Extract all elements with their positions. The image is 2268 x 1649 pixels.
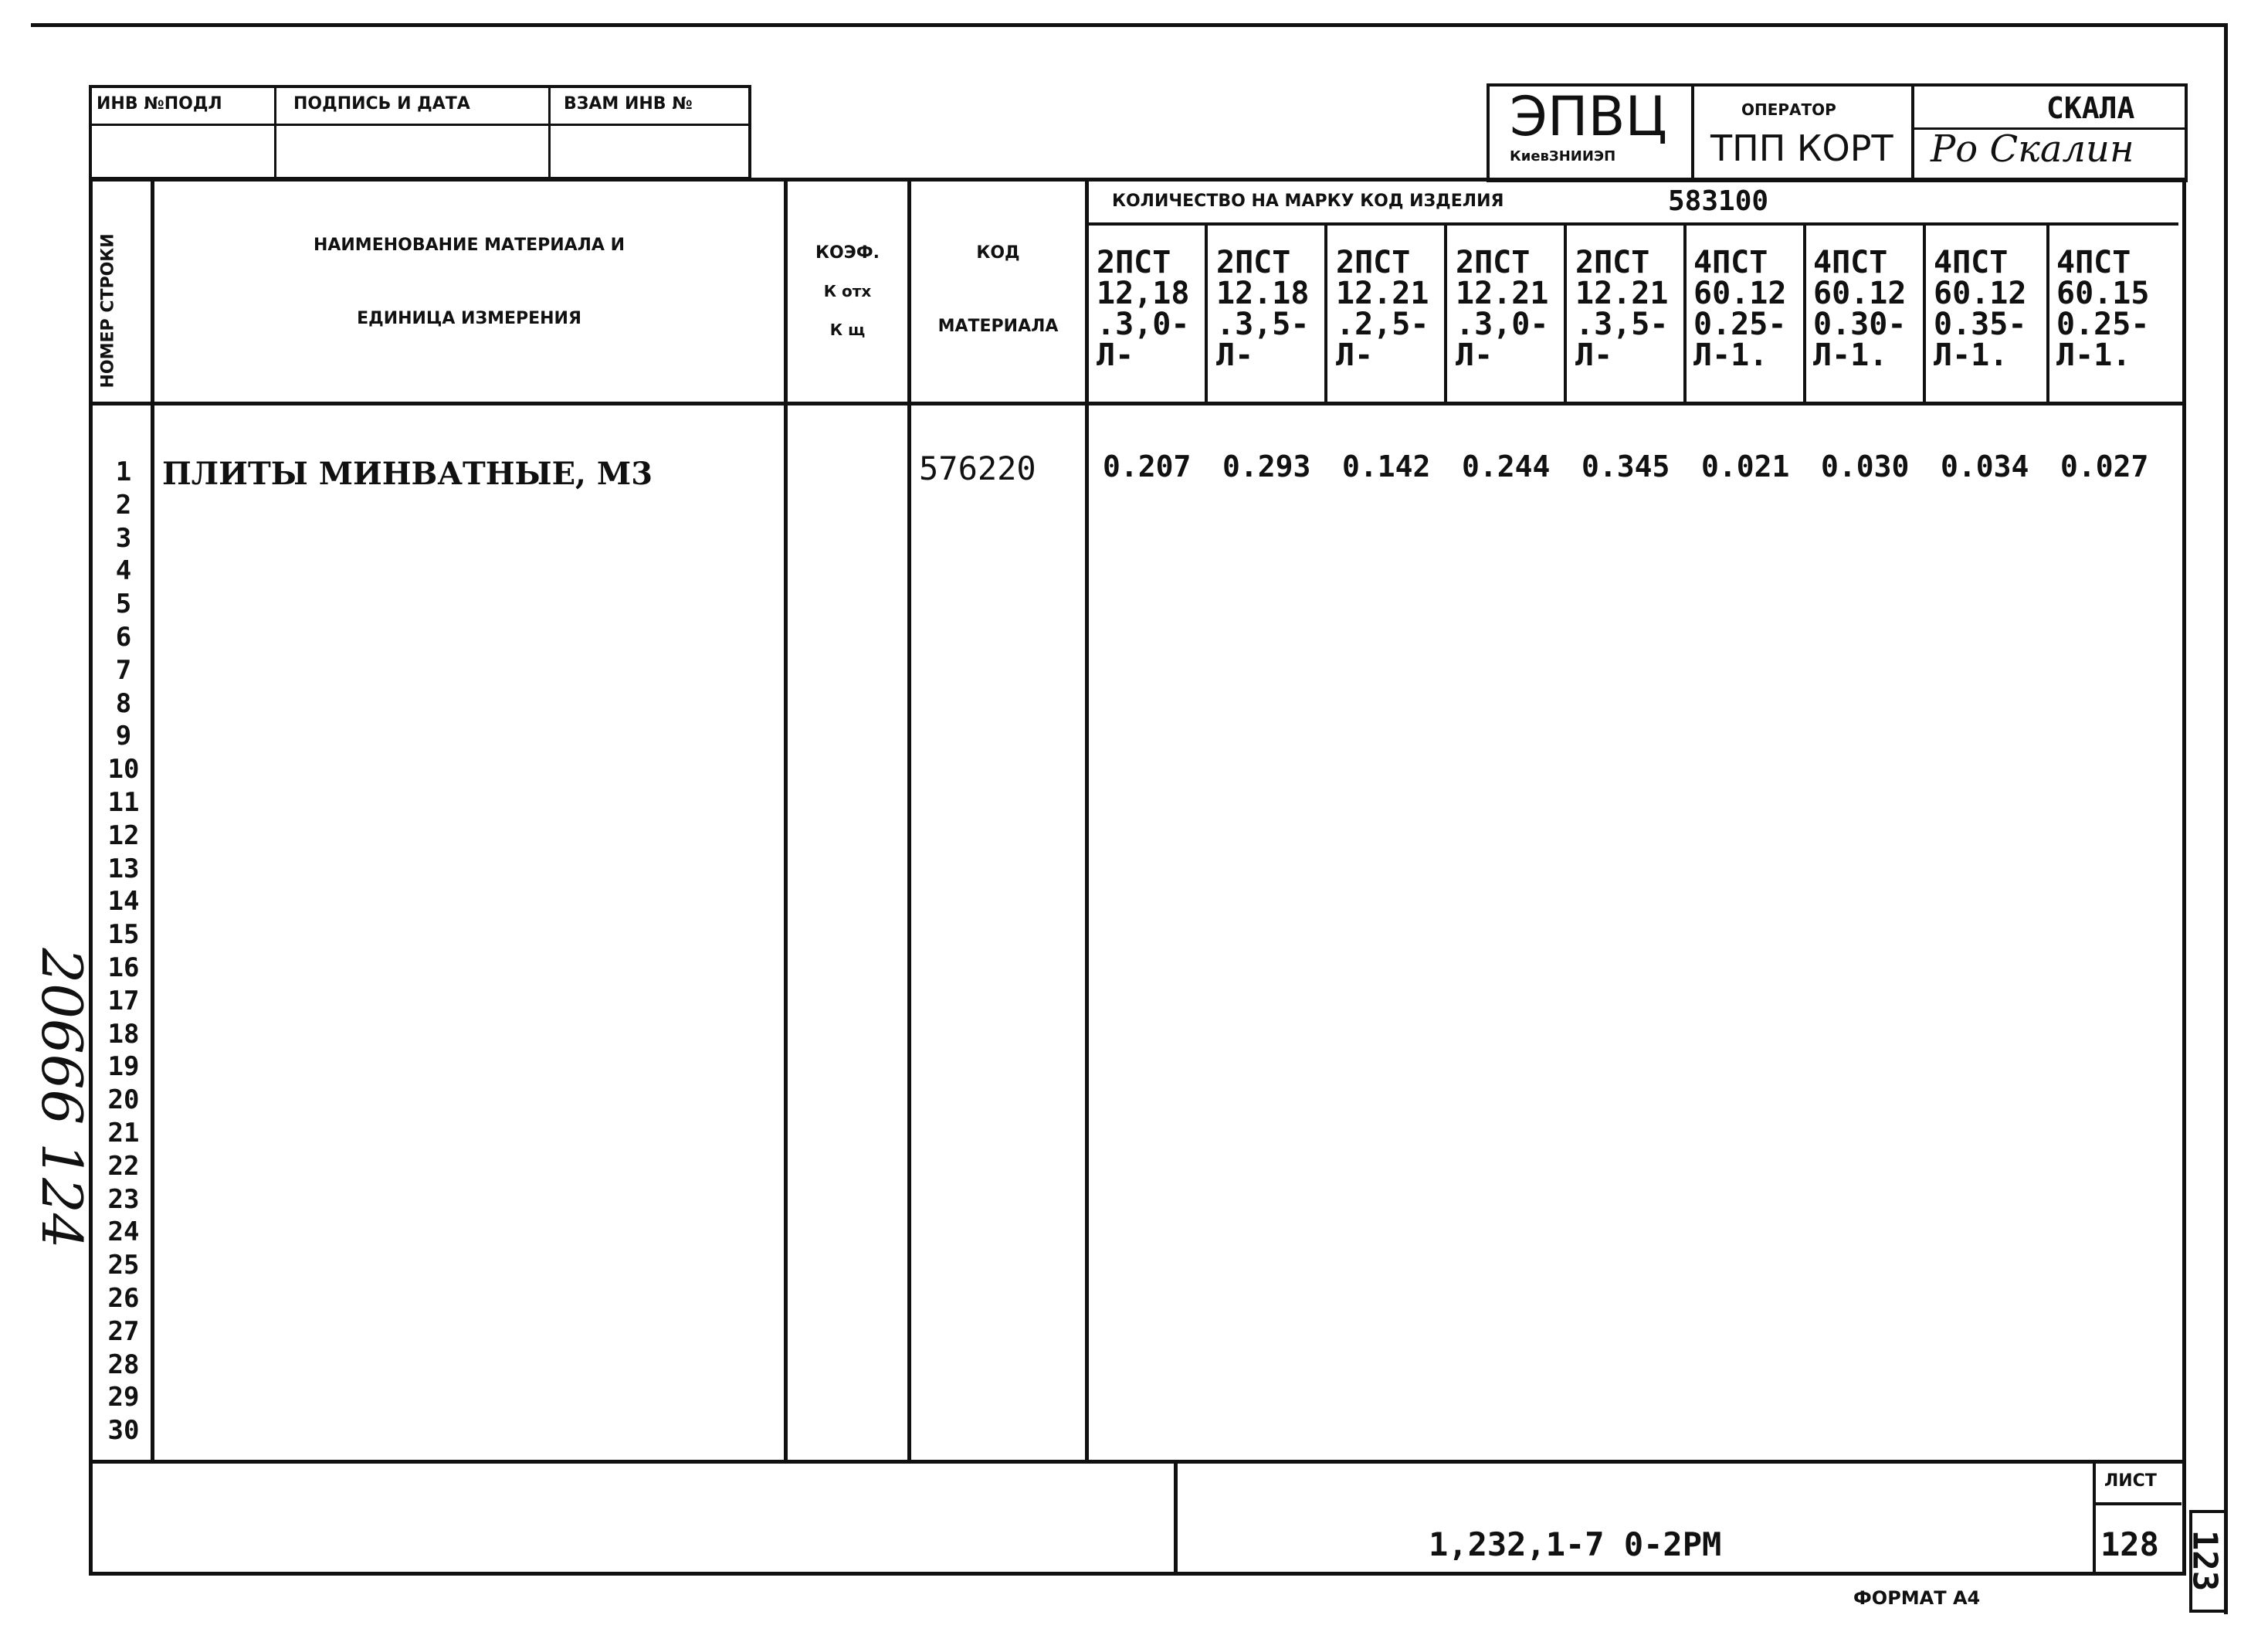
row-value: 0.027: [2060, 450, 2149, 484]
row-number: 8: [115, 687, 132, 719]
header-row-number: НОМЕР СТРОКИ: [98, 233, 118, 388]
header-code-2: МАТЕРИАЛА: [937, 317, 1059, 336]
row-numbers: [97, 456, 151, 1456]
column-header: 4ПСТ 60.12 0.30- Л-1.: [1813, 245, 1907, 373]
row-number: 4: [115, 555, 132, 587]
row-value: 0.345: [1581, 450, 1670, 484]
header-coef-1: КОЭФ.: [815, 243, 880, 263]
row-value: 0.021: [1701, 450, 1790, 484]
row-number: 13: [107, 853, 140, 884]
column-header: 4ПСТ 60.12 0.25- Л-1.: [1693, 245, 1787, 373]
sheet-number: 128: [2100, 1525, 2159, 1563]
operator-value: ТПП КОРТ: [1710, 127, 1893, 169]
row-number: 28: [107, 1349, 140, 1380]
row-number: 2: [115, 489, 132, 521]
row-number: 26: [107, 1283, 140, 1314]
row-number: 14: [107, 886, 140, 918]
side-number: 123: [2185, 1529, 2225, 1592]
row-value: 0.207: [1103, 450, 1192, 484]
operator-label: ОПЕРАТОР: [1741, 100, 1836, 119]
column-header: 4ПСТ 60.12 0.35- Л-1.: [1934, 245, 2027, 373]
top-border: [31, 23, 2224, 27]
row-number: 5: [115, 589, 132, 620]
row-number: 18: [107, 1018, 140, 1050]
row-number: 3: [115, 522, 132, 554]
row-number: 17: [107, 985, 140, 1016]
row-number: 22: [107, 1150, 140, 1182]
header-coef-2: К отх: [823, 282, 872, 300]
row-value: 0.030: [1821, 450, 1910, 484]
org-name: ЭПВЦ: [1510, 85, 1667, 148]
row-number: 24: [107, 1216, 140, 1248]
row-number: 11: [107, 787, 140, 818]
row-number: 25: [107, 1250, 140, 1281]
row-number: 10: [107, 754, 140, 785]
sheet-label: ЛИСТ: [2104, 1471, 2157, 1491]
row-number: 15: [107, 919, 140, 951]
column-header: 2ПСТ 12.21 .3,0- Л-: [1456, 245, 1549, 373]
stamp-inv-podl: ИНВ №ПОДЛ: [97, 94, 222, 114]
row-number: 21: [107, 1118, 140, 1149]
row-value: 0.244: [1462, 450, 1551, 484]
column-header: 2ПСТ 12.18 .3,5- Л-: [1216, 245, 1310, 373]
row-value: 0.034: [1941, 450, 2029, 484]
row-value: 0.293: [1222, 450, 1311, 484]
org-sub: КиевЗНИИЭП: [1510, 148, 1616, 165]
row-number: 1: [115, 456, 132, 487]
column-header: 2ПСТ 12.21 .2,5- Л-: [1336, 245, 1429, 373]
row-number: 27: [107, 1315, 140, 1347]
operator-signature: Ро Скалин: [1931, 127, 2134, 171]
column-header: 2ПСТ 12,18 .3,0- Л-: [1097, 245, 1190, 373]
row-number: 30: [107, 1415, 140, 1447]
margin-note: 20666 124: [29, 948, 94, 1249]
row-number: 6: [115, 622, 132, 653]
right-border: [2224, 23, 2228, 1614]
header-code-1: КОД: [976, 243, 1020, 263]
header-quantity-label: КОЛИЧЕСТВО НА МАРКУ КОД ИЗДЕЛИЯ: [1112, 192, 1504, 211]
row-number: 9: [115, 721, 132, 752]
machine-name: СКАЛА: [2046, 91, 2135, 125]
format-label: ФОРМАТ А4: [1853, 1587, 1981, 1609]
header-product-code: 583100: [1668, 185, 1769, 217]
main-table-frame: [89, 178, 2186, 1576]
stamp-podpis-data: ПОДПИСЬ И ДАТА: [293, 94, 470, 114]
row-number: 19: [107, 1051, 140, 1083]
header-material-name-2: ЕДИНИЦА ИЗМЕРЕНИЯ: [357, 309, 581, 328]
row-material-code: 576220: [919, 450, 1036, 487]
header-material-name-1: НАИМЕНОВАНИЕ МАТЕРИАЛА И: [313, 236, 625, 255]
row-number: 16: [107, 952, 140, 983]
document-code: 1,232,1-7 0-2РМ: [1429, 1525, 1722, 1563]
row-material-name: ПЛИТЫ МИНВАТНЫЕ, М3: [162, 456, 653, 492]
row-value: 0.142: [1342, 450, 1431, 484]
column-header: 4ПСТ 60.15 0.25- Л-1.: [2056, 245, 2150, 373]
row-number: 12: [107, 819, 140, 851]
row-number: 7: [115, 654, 132, 686]
header-coef-3: К щ: [829, 321, 866, 339]
row-number: 23: [107, 1183, 140, 1215]
column-header: 2ПСТ 12.21 .3,5- Л-: [1575, 245, 1669, 373]
row-number: 20: [107, 1084, 140, 1116]
stamp-vzam-inv: ВЗАМ ИНВ №: [564, 94, 693, 114]
row-number: 29: [107, 1382, 140, 1413]
